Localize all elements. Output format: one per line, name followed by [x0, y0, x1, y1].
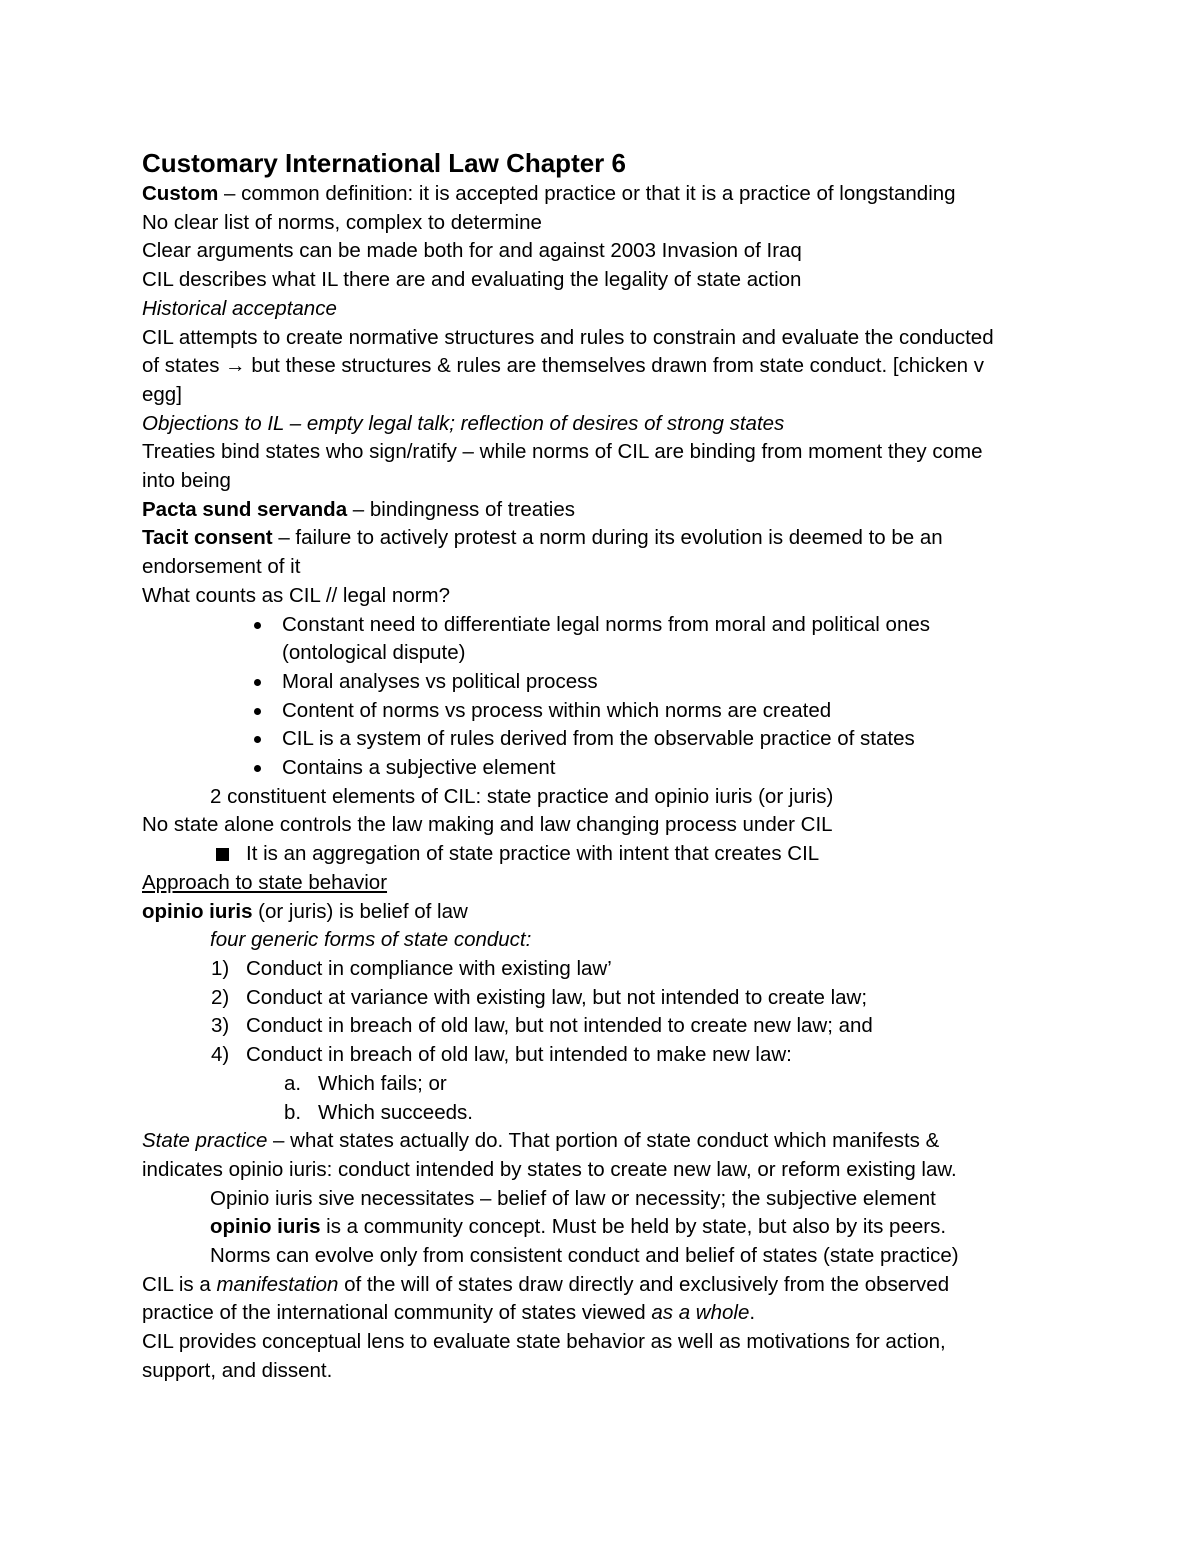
numbered-item — [142, 984, 1062, 1013]
item-number: 2) — [211, 985, 230, 1009]
item-number: 4) — [211, 1043, 230, 1067]
state-practice-line-1 — [142, 1127, 1062, 1156]
page-title: Customary International Law Chapter 6 — [142, 148, 626, 178]
pacta-line — [142, 496, 1062, 525]
tacit-line-2: endorsement of it — [142, 555, 301, 579]
tacit-term: Tacit consent — [142, 526, 273, 550]
state-practice-line-2: indicates opinio iuris: conduct intended by states to create new law, or reform existing law. — [142, 1157, 957, 1181]
item-text: Conduct in compliance with existing law’ — [246, 956, 612, 980]
numbered-item — [142, 955, 1062, 984]
treaties-line-2: into being — [142, 469, 231, 493]
text-segment: practice of the international community of states viewed — [142, 1301, 652, 1325]
opinio-community-line — [142, 1213, 1062, 1242]
square-bullet-icon — [216, 848, 229, 861]
item-text: Conduct at variance with existing law, but not intended to create law; — [246, 985, 868, 1009]
text-segment: . — [749, 1301, 756, 1325]
text-segment: CIL is a — [142, 1272, 217, 1296]
custom-line — [142, 180, 1062, 209]
cil-manifestation-line-2 — [142, 1299, 1062, 1328]
two-elements-line: 2 constituent elements of CIL: state practice and opinio iuris (or juris) — [210, 784, 834, 808]
item-number: 1) — [211, 956, 230, 980]
opinio-definition: (or juris) is belief of law — [252, 899, 468, 923]
lettered-item — [142, 1070, 1062, 1099]
cil-attempts-line-2: of states → but these structures & rules are themselves drawn from state conduct. [chicken v — [142, 354, 985, 378]
treaties-line-1: Treaties bind states who sign/ratify – while norms of CIL are binding from moment they come — [142, 440, 983, 464]
no-state-line: No state alone controls the law making and law changing process under CIL — [142, 813, 833, 837]
custom-term: Custom — [142, 182, 219, 205]
opinio-line — [142, 898, 1062, 927]
cil-lens-line-1: CIL provides conceptual lens to evaluate state behavior as well as motivations for action, — [142, 1330, 946, 1354]
bullet-item: CIL is a system of rules derived from the observable practice of states — [240, 725, 1062, 754]
opinio-community-term: opinio iuris — [210, 1215, 321, 1239]
cil-manifestation-line-1 — [142, 1271, 1062, 1300]
cil-lens-line-2: support, and dissent. — [142, 1358, 333, 1382]
lettered-item — [142, 1099, 1062, 1128]
aggregation-text: It is an aggregation of state practice with intent that creates CIL — [246, 842, 820, 866]
opinio-sive-line: Opinio iuris sive necessitates – belief of law or necessity; the subjective element — [210, 1186, 936, 1210]
pacta-definition: – bindingness of treaties — [347, 497, 576, 521]
opinio-community-definition: is a community concept. Must be held by state, but also by its peers. — [320, 1215, 947, 1239]
bullet-item: Content of norms vs process within which norms are created — [240, 697, 1062, 726]
item-text: Conduct in breach of old law, but not intended to create new law; and — [246, 1014, 873, 1038]
item-text: Which fails; or — [318, 1071, 447, 1095]
four-forms-heading: four generic forms of state conduct: — [210, 928, 532, 952]
item-text: Which succeeds. — [318, 1100, 473, 1124]
bullet-item: Contains a subjective element — [240, 754, 1062, 783]
bullet-item: Moral analyses vs political process — [240, 668, 1062, 697]
tacit-line-1 — [142, 524, 1062, 553]
as-a-whole-term: as a whole — [651, 1301, 750, 1325]
bullet-item: Constant need to differentiate legal norms from moral and political ones (ontological dispute) — [240, 611, 1002, 668]
what-counts-line: What counts as CIL // legal norm? — [142, 583, 451, 607]
cil-attempts-line-3: egg] — [142, 382, 182, 406]
text-segment: of the will of states draw directly and exclusively from the observed — [338, 1272, 950, 1296]
state-practice-definition: – what states actually do. That portion of state conduct which manifests & — [267, 1129, 940, 1153]
manifestation-term: manifestation — [216, 1272, 339, 1296]
cil-attempts-line-1: CIL attempts to create normative structures and rules to constrain and evaluate the conducted — [142, 325, 994, 349]
tacit-definition-1: – failure to actively protest a norm during its evolution is deemed to be an — [272, 526, 943, 550]
no-clear-line: No clear list of norms, complex to determine — [142, 210, 542, 234]
aggregation-item — [142, 840, 1062, 869]
document-page — [142, 146, 1062, 1386]
custom-definition: – common definition: it is accepted practice or that it is a practice of longstanding — [218, 182, 956, 205]
approach-heading: Approach to state behavior — [142, 870, 388, 894]
numbered-item — [142, 1041, 1062, 1070]
opinio-term: opinio iuris — [142, 899, 253, 923]
item-letter: b. — [284, 1100, 302, 1124]
state-practice-term: State practice — [142, 1129, 268, 1153]
numbered-item — [142, 1012, 1062, 1041]
item-text: Conduct in breach of old law, but intended to make new law: — [246, 1043, 792, 1067]
objections-line: Objections to IL – empty legal talk; reflection of desires of strong states — [142, 411, 785, 435]
clear-args-line: Clear arguments can be made both for and against 2003 Invasion of Iraq — [142, 239, 802, 263]
norms-evolve-line: Norms can evolve only from consistent conduct and belief of states (state practice) — [210, 1244, 959, 1268]
item-number: 3) — [211, 1014, 230, 1038]
item-letter: a. — [284, 1071, 302, 1095]
bullet-list — [142, 611, 1062, 783]
pacta-term: Pacta sund servanda — [142, 497, 348, 521]
cil-describes-line: CIL describes what IL there are and evaluating the legality of state action — [142, 268, 802, 292]
historical-acceptance-heading: Historical acceptance — [142, 296, 337, 320]
